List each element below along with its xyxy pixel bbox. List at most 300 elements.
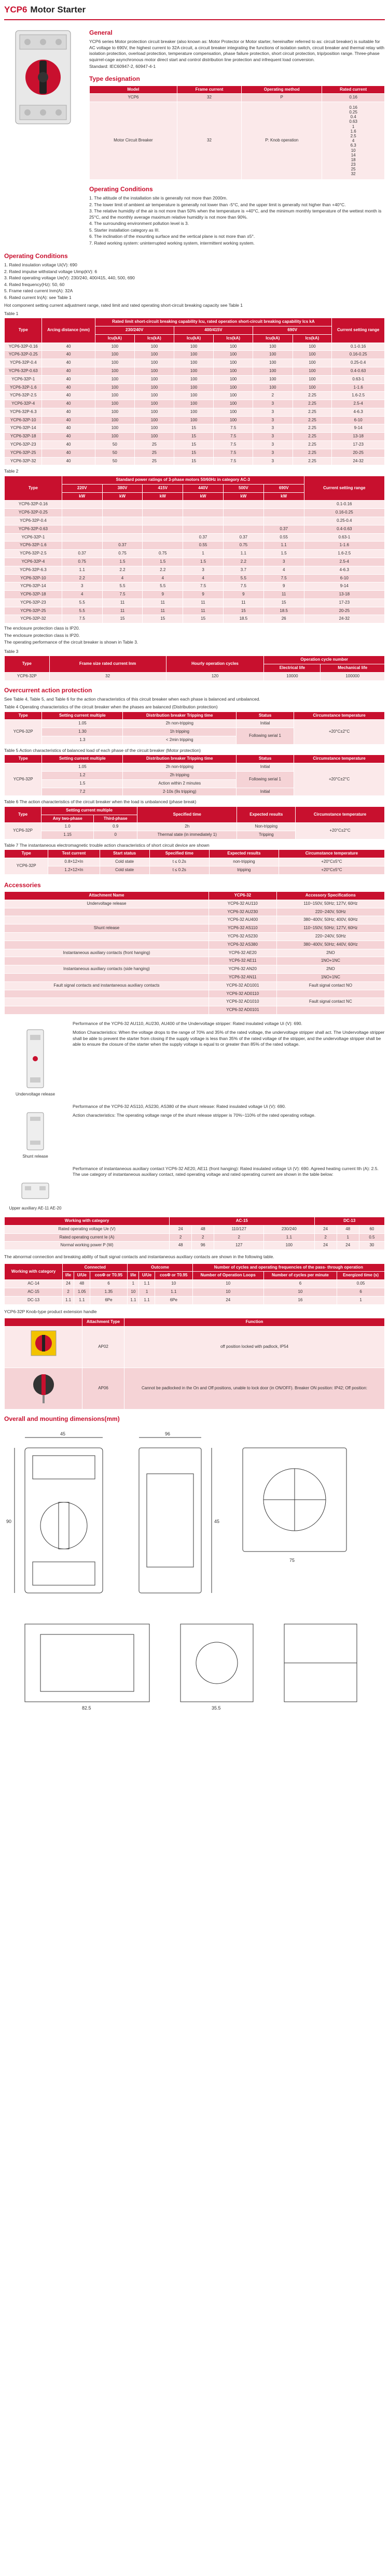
t3-cell: 100000 <box>321 672 385 680</box>
table-cell: 15 <box>174 441 214 449</box>
table-cell: 1.1 <box>264 1233 314 1242</box>
table-cell: YCP6-32 AU400 <box>209 916 276 924</box>
rated-current-option: 1 <box>352 124 355 129</box>
table-cell: 1.6-2.5 <box>304 550 384 558</box>
t2-volt: 380V <box>102 484 143 492</box>
table-cell: 100 <box>214 375 253 383</box>
table-cell <box>102 501 143 509</box>
table-cell: 15 <box>263 599 304 607</box>
table-cell: 100 <box>214 416 253 424</box>
table-cell: YCP6-32P-25 <box>5 607 62 615</box>
t1-sub: Icu(kA) <box>253 334 293 343</box>
ht-type: AP06 <box>82 1368 124 1409</box>
t1-sub: Ics(kA) <box>214 334 253 343</box>
table-cell: YCP6-32 AS230 <box>209 933 276 941</box>
shunt-release-icon <box>25 1111 46 1152</box>
table-cell: 40 <box>42 449 95 457</box>
table-cell: 11 <box>263 591 304 599</box>
table-cell: 100 <box>293 359 332 367</box>
table-cell: 40 <box>42 416 95 424</box>
table-cell: 6Pe <box>90 1296 128 1304</box>
ft-sub: Energized time (s) <box>337 1272 385 1280</box>
table-cell: 26 <box>263 615 304 623</box>
table2-row <box>5 525 385 533</box>
table-cell: YCP6-32 AN20 <box>209 965 276 974</box>
table-cell: 7.5 <box>62 615 102 623</box>
t1-sub: Ics(kA) <box>293 334 332 343</box>
dim-label: 96 <box>165 1431 171 1437</box>
condition-item: 7. Rated working system: uninterrupted working system, intermittent working system. <box>89 240 255 246</box>
t6-h: Type <box>5 806 41 823</box>
table-cell: 6-10 <box>304 574 384 582</box>
table-cell: YCP6-32P-23 <box>5 599 62 607</box>
table-cell: 0.1-0.16 <box>304 501 384 509</box>
table-cell: 6-10 <box>332 416 385 424</box>
table-cell: 50 <box>95 441 135 449</box>
dimensions-heading: Overall and mounting dimensions(mm) <box>4 1415 120 1422</box>
condition-item: 4. The surrounding environment pollution level is 3. <box>89 221 189 226</box>
table-cell: Shunt release <box>5 924 209 933</box>
t6-h: Setting current multiple <box>41 806 137 815</box>
table-cell: YCP6-32P-32 <box>5 615 62 623</box>
table-cell <box>5 933 209 941</box>
td-op: P <box>242 94 322 102</box>
table-cell: 0.16-0.25 <box>304 509 384 517</box>
t4-h: Type <box>5 711 42 720</box>
t5-cell: 2h tripping <box>123 771 237 779</box>
table-cell: 100 <box>214 359 253 367</box>
table-cell: 2.25 <box>293 433 332 441</box>
rated-current-option: 0.16 <box>349 105 357 110</box>
table-cell: YCP6-32P-6.3 <box>5 566 62 574</box>
table-cell: 110~150V, 50Hz; 127V, 60Hz <box>276 900 384 908</box>
t5-cell: Following serial 1 <box>237 771 294 788</box>
table-cell: 2.2 <box>223 558 263 566</box>
fault-note: The abnormal connection and breaking ability of fault signal contacts and instantaneous auxiliary contacts are shown in the following table. <box>4 1254 274 1260</box>
table-cell: 4 <box>102 574 143 582</box>
t1-col-setting: Current setting range <box>332 318 385 343</box>
condition-item: 1. Rated insulation voltage Ui(V): 690 <box>4 262 77 268</box>
t5-cell: 1.2 <box>42 771 123 779</box>
t4-cell: 1.3 <box>42 736 123 745</box>
undervoltage-section <box>4 1020 385 1098</box>
table2-row <box>5 607 385 615</box>
table-cell: 11 <box>183 607 224 615</box>
table-cell: 7.5 <box>263 574 304 582</box>
td-header-frame: Frame current <box>177 86 241 94</box>
operating2-heading: Operating Conditions <box>4 252 68 260</box>
wc-h: DC-13 <box>314 1217 384 1225</box>
t3-h: Type <box>5 656 50 673</box>
t6-cell: 0.9 <box>94 823 137 831</box>
table-cell: 100 <box>135 433 174 441</box>
t5-temp: +20°C±2°C <box>294 763 385 796</box>
table-cell <box>5 990 209 998</box>
table-cell: 100 <box>293 367 332 375</box>
undervoltage-release-icon <box>25 1028 46 1090</box>
ft-sub: cosΦ or T0.95 <box>90 1272 128 1280</box>
table-cell: 100 <box>253 383 293 392</box>
table-cell: 11 <box>102 599 143 607</box>
table-cell: 100 <box>253 359 293 367</box>
lock-note: YCP6-32P Knob-type product extension handle <box>4 1308 97 1314</box>
table-cell: 100 <box>293 375 332 383</box>
t7-h: Expected results <box>210 850 279 858</box>
product-photo <box>4 25 82 129</box>
table-cell: 1.1 <box>74 1296 90 1304</box>
td-frame: 32 <box>177 94 241 102</box>
aux-caption: Upper auxiliary AE-11 AE-20 <box>9 1206 62 1211</box>
td-currents <box>322 102 385 180</box>
table-cell: 24 <box>314 1242 337 1250</box>
fault-row <box>5 1296 385 1304</box>
table-cell: 100 <box>135 400 174 408</box>
table-cell: 25 <box>135 441 174 449</box>
table-cell: 2 <box>214 1233 264 1242</box>
table1-row <box>5 375 385 383</box>
t5-cell: 1.05 <box>42 763 123 772</box>
t7-h: Start status <box>100 850 149 858</box>
table-cell: YCP6-32P-18 <box>5 591 62 599</box>
table-cell: YCP6-32 AU230 <box>209 908 276 916</box>
table-cell: 48 <box>192 1225 214 1233</box>
table1-row <box>5 449 385 457</box>
table-cell: 48 <box>74 1280 90 1288</box>
table-cell: 25 <box>135 457 174 465</box>
intro-section <box>4 25 385 247</box>
ft-sub: Number of Operation Loops <box>192 1272 263 1280</box>
table-cell: 100 <box>214 400 253 408</box>
table-cell: AC-15 <box>5 1288 63 1297</box>
table-cell: 25 <box>135 449 174 457</box>
t2-group-header: Standard power ratings of 3-phase motors 50/60Hz in category AC-3 <box>62 476 304 484</box>
table-cell: 100 <box>95 416 135 424</box>
dim-label: 45 <box>214 1519 220 1525</box>
accessory-row <box>5 916 385 924</box>
ht-h <box>5 1318 82 1327</box>
table-cell: 15 <box>223 607 263 615</box>
table-cell: 100 <box>253 375 293 383</box>
table-cell: Rated operating current Ie (A) <box>5 1233 170 1242</box>
table-cell: 1 <box>337 1296 385 1304</box>
shunt-text1: Performance of the YCP6-32 AS110, AS230, AS380 of the shunt release: Rated insulated voltage Ui (V): 690. <box>73 1103 286 1109</box>
working-row <box>5 1242 385 1250</box>
operating-list <box>89 195 385 246</box>
table-cell: YCP6-32P-0.25 <box>5 351 42 359</box>
table-cell: YCP6-32P-23 <box>5 441 42 449</box>
t7-cell: 0.8×12×In <box>48 858 100 866</box>
table-cell: 15 <box>174 449 214 457</box>
table-cell: 1.5 <box>143 558 183 566</box>
table-cell: 9 <box>143 591 183 599</box>
table-cell: 100 <box>135 375 174 383</box>
table-cell: 100 <box>214 367 253 375</box>
table-cell: 40 <box>42 367 95 375</box>
aux-section <box>4 1165 385 1212</box>
table7-caption: Table 7 The instantaneous electromagnetic trouble action characteristics of short circuit device are shown <box>4 842 210 848</box>
acc-h: Accessory Specifications <box>276 892 384 900</box>
t6-cell: 2h <box>137 823 237 831</box>
table-cell: 24 <box>337 1242 359 1250</box>
table-cell: 3 <box>62 582 102 591</box>
table-cell: 230/240 <box>264 1225 314 1233</box>
table1-row <box>5 392 385 400</box>
aux-image <box>4 1165 66 1212</box>
table-cell: YCP6-32P-6.3 <box>5 408 42 416</box>
rated-current-option: 2.5 <box>350 133 356 138</box>
table-cell: Fault signal contacts and instantaneous auxiliary contacts <box>5 981 209 990</box>
t6-cell: 1.0 <box>41 823 94 831</box>
accessory-row <box>5 908 385 916</box>
table-cell: 100 <box>174 351 214 359</box>
t7-h: Circumstance temperature <box>279 850 384 858</box>
table-cell: YCP6-32P-25 <box>5 449 42 457</box>
table-cell: YCP6-32P-1 <box>5 375 42 383</box>
table-cell: 7.5 <box>214 449 253 457</box>
table-cell: 48 <box>337 1225 359 1233</box>
table-cell: 13-18 <box>304 591 384 599</box>
table-cell: 0.25-0.4 <box>304 517 384 525</box>
table-cell: 2.25 <box>293 408 332 416</box>
t7-h: Type <box>5 850 48 858</box>
table-cell: YCP6-32 AD1001 <box>209 981 276 990</box>
table1-caption: Table 1 <box>4 310 19 316</box>
aux-text: Performance of instantaneous auxiliary contact YCP6-32 AE20, AE11 (front hanging): Rated insulated voltage Ui (V): 690. Agreed heating current Ith (A): 2.5. The use category of instantaneous auxiliary contact, rated operating voltage and rated operating current are shown in the table below: <box>73 1165 379 1177</box>
table-cell: 100 <box>293 383 332 392</box>
table-cell: 20-25 <box>304 607 384 615</box>
table-cell: 24 <box>170 1225 192 1233</box>
table2-row <box>5 574 385 582</box>
td-desc-op: P: Knob operation <box>242 102 322 180</box>
table-cell: YCP6-32P-14 <box>5 424 42 433</box>
table1-row <box>5 400 385 408</box>
table-cell <box>263 509 304 517</box>
table-cell: 2.25 <box>293 424 332 433</box>
table-cell: 100 <box>174 392 214 400</box>
table-cell: 100 <box>95 433 135 441</box>
table-cell: Normal working power P (W) <box>5 1242 170 1250</box>
table2-caption: Table 2 <box>4 468 19 474</box>
table-cell: 1 <box>128 1280 139 1288</box>
table-cell: 40 <box>42 400 95 408</box>
table-cell: 24 <box>314 1225 337 1233</box>
ht-h: Function <box>124 1318 384 1327</box>
table-cell: 100 <box>135 424 174 433</box>
table-cell: YCP6-32 AD0101 <box>209 1006 276 1015</box>
t2-unit: kW <box>263 492 304 501</box>
operating2-list <box>4 262 385 301</box>
table-cell: 100 <box>214 392 253 400</box>
table-cell: 100 <box>214 351 253 359</box>
condition-item: 5. Frame rated current Inm(A): 32A <box>4 288 73 294</box>
t1-volt: 690V <box>253 326 332 334</box>
table-cell <box>263 501 304 509</box>
table-cell: 100 <box>135 408 174 416</box>
table-cell <box>183 509 224 517</box>
table-cell: 40 <box>42 424 95 433</box>
table-cell: YCP6-32P-1.6 <box>5 542 62 550</box>
rated-current-option: 0.25 <box>349 110 357 115</box>
t2-volt: 440V <box>183 484 224 492</box>
rated-current-option: 32 <box>351 172 356 177</box>
shunt-section <box>4 1103 385 1160</box>
condition-item: 5. Starter installation category as III. <box>89 227 160 233</box>
t3-h: Operation cycle number <box>264 656 385 664</box>
t3-h: Hourly operation cycles <box>166 656 264 673</box>
undervoltage-text1: Performance of the YCP6-32 AU110, AU230, AU400 of the Undervoltage stripper: Rated insulated voltage Ui (V): 690. <box>73 1020 302 1026</box>
t7-h: Test current <box>48 850 100 858</box>
shunt-text2: Action characteristics: The operating voltage range of the shunt release stripper is 70%~110% of the rated operating voltage. <box>73 1113 316 1118</box>
ft-sub: I/Ie <box>128 1272 139 1280</box>
ft-sub: U/Ue <box>74 1272 90 1280</box>
table4 <box>4 711 385 745</box>
accessory-row <box>5 933 385 941</box>
table-cell: Undervoltage release <box>5 900 209 908</box>
table-cell: 100 <box>95 375 135 383</box>
t1-volt: 230/240V <box>95 326 174 334</box>
table2-row <box>5 558 385 566</box>
table-cell: 40 <box>42 343 95 351</box>
table-cell <box>223 509 263 517</box>
table-cell: 100 <box>174 367 214 375</box>
dim-label: 45 <box>60 1431 66 1437</box>
t2-note: The enclosure protection class is IP20. <box>4 632 80 638</box>
t4-cell: Initial <box>237 720 294 728</box>
table-cell: 7.5 <box>214 457 253 465</box>
ft-h: Outcome <box>128 1263 192 1272</box>
table1-row <box>5 343 385 351</box>
table-cell: 4 <box>143 574 183 582</box>
t1-col-type: Type <box>5 318 42 343</box>
table2-row <box>5 509 385 517</box>
table-cell: 1.1 <box>263 542 304 550</box>
table-cell: 50 <box>95 457 135 465</box>
table-cell <box>276 990 384 998</box>
table-cell: 2.5-4 <box>332 400 385 408</box>
table-cell: 0.05 <box>337 1280 385 1288</box>
table-cell: 1.05 <box>74 1288 90 1297</box>
accessory-row <box>5 965 385 974</box>
rated-current-option: 6.3 <box>350 143 356 148</box>
table-cell: 2 <box>192 1233 214 1242</box>
acc-h: Attachment Name <box>5 892 209 900</box>
table-cell: 1NO+1NC <box>276 957 384 965</box>
table1-row <box>5 351 385 359</box>
table-cell: 18.5 <box>263 607 304 615</box>
table-cell: 0.63-1 <box>332 375 385 383</box>
table-cell: 100 <box>264 1242 314 1250</box>
table-cell <box>143 501 183 509</box>
table2-row <box>5 599 385 607</box>
table-cell: YCP6-32P-0.16 <box>5 501 62 509</box>
table-cell: 5.5 <box>223 574 263 582</box>
table-cell: 1 <box>139 1288 155 1297</box>
t4-cell: Following serial 1 <box>237 728 294 745</box>
table-cell <box>62 517 102 525</box>
table-cell: 3 <box>253 433 293 441</box>
handle-ap02-icon <box>28 1328 59 1364</box>
table-cell: 1-1.6 <box>304 542 384 550</box>
table-cell: 100 <box>95 424 135 433</box>
table-cell: 4 <box>263 566 304 574</box>
table-cell: YCP6-32P-14 <box>5 582 62 591</box>
t4-temp: +20°C±2°C <box>294 720 385 744</box>
table-cell: YCP6-32 AU110 <box>209 900 276 908</box>
table-cell <box>5 957 209 965</box>
t6-temp: +20°C±2°C <box>296 823 385 839</box>
table1-row <box>5 367 385 375</box>
table-cell: 1.5 <box>183 558 224 566</box>
table-cell: 1.1 <box>155 1288 192 1297</box>
t7-cell: t ≤ 0.2s <box>149 866 209 875</box>
table-cell: YCP6-32P-0.25 <box>5 509 62 517</box>
t4-h: Distribution breaker Tripping time <box>123 711 237 720</box>
rated-current-option: 4 <box>352 138 355 144</box>
accessory-row <box>5 949 385 957</box>
table-cell: 100 <box>174 375 214 383</box>
table-cell: YCP6-32P-1 <box>5 533 62 542</box>
operating2-note: Hot component setting current adjustment range, rated limit and rated operating short-circuit breaking capacity see Table 1 <box>4 303 243 308</box>
table-cell: Fault signal contact NC <box>276 998 384 1006</box>
t5-cell: 7.2 <box>42 788 123 796</box>
t7-cell: non-tripping <box>210 858 279 866</box>
t1-sub: Icu(kA) <box>174 334 214 343</box>
table3 <box>4 656 385 680</box>
t1-sub: Icu(kA) <box>95 334 135 343</box>
table-cell: 0.16-0.25 <box>332 351 385 359</box>
table-cell: 20-25 <box>332 449 385 457</box>
table-cell: 1NO+1NC <box>276 973 384 981</box>
table-cell: YCP6-32 AN11 <box>209 973 276 981</box>
ft-h: Working with category <box>5 1263 63 1280</box>
t6-cell: 1.15 <box>41 831 94 839</box>
table2-row <box>5 582 385 591</box>
table-cell: 1.5 <box>263 550 304 558</box>
dim-label: 82.5 <box>82 1705 91 1711</box>
table2 <box>4 476 385 623</box>
accessory-row <box>5 957 385 965</box>
table-cell: 2 <box>63 1288 74 1297</box>
table-cell: 3 <box>253 416 293 424</box>
table2-row <box>5 501 385 509</box>
condition-item: 1. The altitude of the installation site is generally not more than 2000m. <box>89 195 228 201</box>
table-cell: 7.5 <box>183 582 224 591</box>
table-cell: 100 <box>174 400 214 408</box>
table-cell: 100 <box>293 343 332 351</box>
t4-h: Circumstance temperature <box>294 711 385 720</box>
table-cell <box>5 998 209 1006</box>
title-bar <box>4 0 385 20</box>
t2-note: The enclosure protection class is IP20. <box>4 625 80 631</box>
t2-volt: 690V <box>263 484 304 492</box>
fault-table <box>4 1263 385 1305</box>
table-cell: YCP6-32P-0.63 <box>5 525 62 533</box>
td-header-rated: Rated current <box>322 86 385 94</box>
table-cell: 100 <box>95 408 135 416</box>
t2-note: The operating performance of the circuit breaker is shown in Table 3. <box>4 639 138 645</box>
table-cell <box>62 501 102 509</box>
t7-cell: Cold state <box>100 858 149 866</box>
table-cell: 100 <box>135 343 174 351</box>
t6-sub: Third-phase <box>94 815 137 823</box>
t3-cell: 32 <box>49 672 166 680</box>
table-cell: 9 <box>263 582 304 591</box>
general-heading: General <box>89 29 113 36</box>
table-cell <box>183 525 224 533</box>
t5-cell: Initial <box>237 763 294 772</box>
table-cell: 15 <box>174 433 214 441</box>
table-cell: 2.2 <box>102 566 143 574</box>
